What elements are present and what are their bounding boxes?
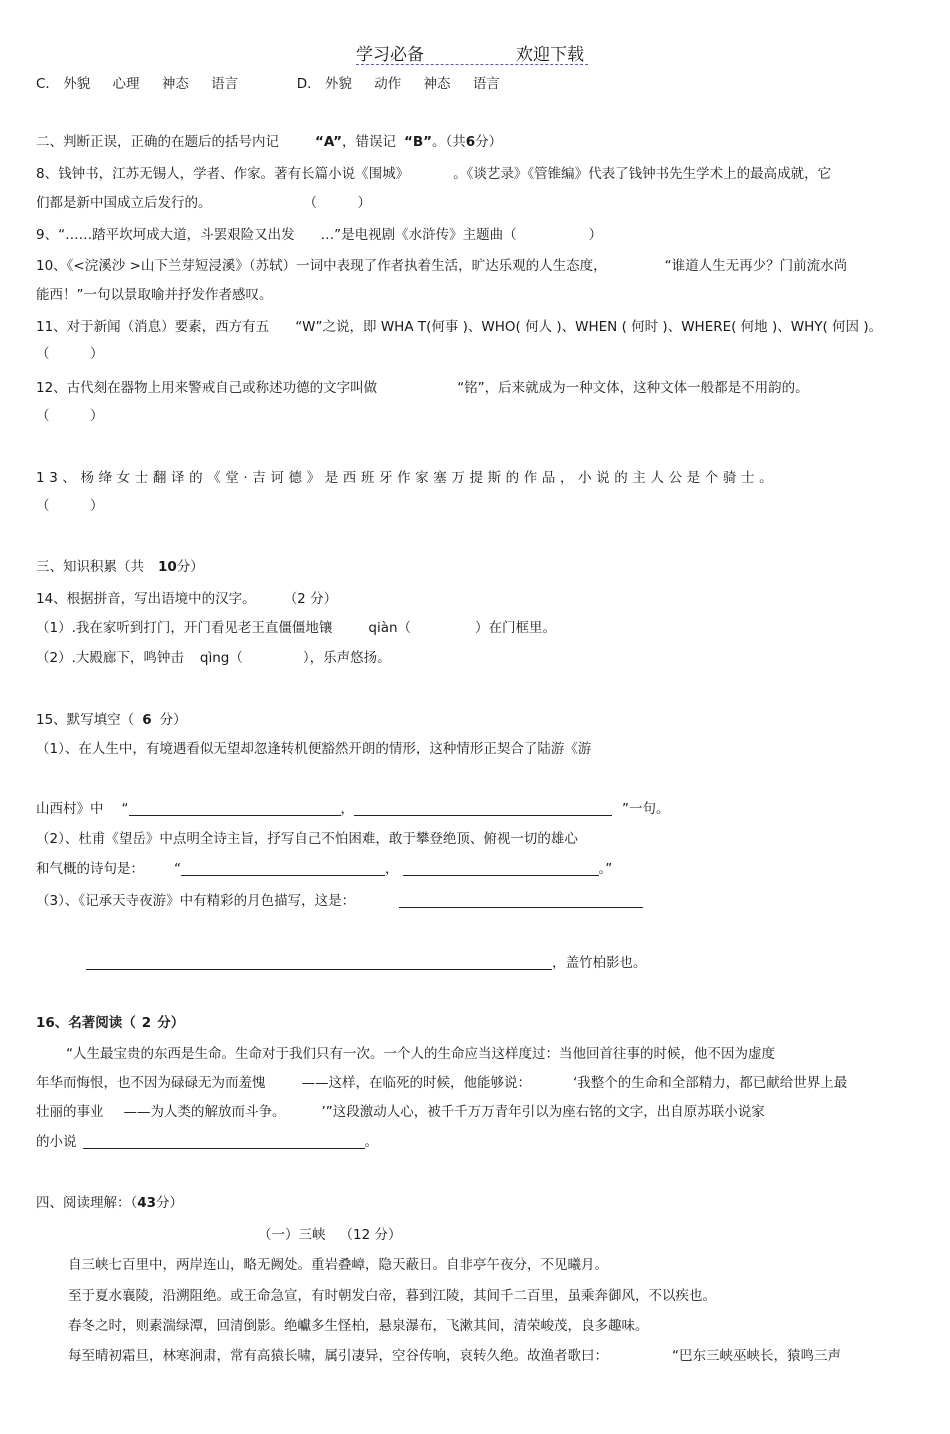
option-d-label: D．	[296, 76, 321, 92]
q14-title-text: 14、根据拼音，写出语境中的汉字。	[36, 591, 256, 607]
q16-passage-4b: 。	[364, 1134, 378, 1150]
q14-i2-post: ），乐声悠扬。	[302, 650, 391, 666]
question-16-line-1	[66, 1046, 775, 1062]
q15-i2-comma: ，	[385, 861, 399, 877]
section-2-title	[36, 134, 502, 150]
option-c-item: 语言	[211, 76, 239, 92]
option-c-item: 外貌	[63, 76, 91, 92]
option-d-item: 语言	[472, 76, 500, 92]
question-15-item-1	[36, 741, 591, 757]
q15-i1-text: （1）、在人生中，有境遇看似无望却忽逢转机便豁然开朗的情形，这种情形正契合了陆游《游	[36, 741, 592, 757]
section-3-unit: 分）	[176, 559, 204, 575]
question-10-line-2	[36, 287, 273, 303]
q11-answer-paren[interactable]: （ ）	[36, 346, 104, 362]
reading-1-p1: 自三峡七百里中，两岸连山，略无阙处。重岩叠嶂，隐天蔽日。自非亭午夜分，不见曦月。	[68, 1257, 608, 1273]
reading-1-paragraph-4	[68, 1348, 841, 1364]
option-c-item: 心理	[112, 76, 140, 92]
q15-i2-post: 。”	[598, 861, 613, 877]
question-14-item-2	[36, 650, 391, 666]
question-15-item-1-blanks	[36, 801, 670, 817]
q8-text-c: 们都是新中国成立后发行的。	[36, 195, 212, 211]
question-13-paren[interactable]	[36, 498, 104, 514]
q15-i3-text: （3）、《记承天寺夜游》中有精彩的月色描写，这是：	[36, 893, 356, 909]
q15-i1-blank-1[interactable]	[129, 801, 341, 816]
question-15-title	[36, 712, 187, 728]
q15-unit: 分）	[159, 712, 187, 728]
option-d-item: 动作	[374, 76, 402, 92]
q15-score: 6	[142, 712, 152, 728]
q16-passage-4a: 的小说	[36, 1134, 77, 1150]
q15-i3-blank-2[interactable]	[86, 955, 552, 970]
q16-passage-3a: 壮丽的事业	[36, 1104, 104, 1120]
reading-1-p2: 至于夏水襄陵，沿溯阻绝。或王命急宣，有时朝发白帝，暮到江陵，其间千二百里，虽乘奔御风，不以疾也。	[68, 1288, 716, 1304]
q12-text-b: “铭”，后来就成为一种文体，这种文体一般都是不用韵的。	[457, 380, 809, 396]
q16-passage-3b: ——为人类的解放而斗争。	[123, 1104, 286, 1120]
q15-i1-quote: “	[121, 801, 129, 817]
q15-i2-blank-1[interactable]	[181, 861, 385, 876]
reading-1-score: （12 分）	[339, 1227, 402, 1243]
q12-text-a: 12、古代刻在器物上用来警戒自己或称述功德的文字叫做	[36, 380, 378, 396]
question-12-paren[interactable]	[36, 408, 104, 424]
question-15-item-3	[36, 893, 643, 909]
q12-answer-paren[interactable]: （ ）	[36, 408, 104, 424]
q15-i1-post: ”一句。	[622, 801, 670, 817]
section-4-unit: 分）	[156, 1195, 184, 1211]
question-10-line-1	[36, 258, 847, 274]
section-2-unit: 分）	[475, 134, 503, 150]
question-16-line-4	[36, 1134, 378, 1150]
question-11-line-1	[36, 319, 882, 335]
question-12-line-1	[36, 380, 809, 396]
section-2-title-text: 二、判断正误，正确的在题后的括号内记	[36, 134, 279, 150]
q16-passage-3c: ’”这段激动人心，被千千万万青年引以为座右铭的文字，出自原苏联小说家	[321, 1104, 765, 1120]
q16-unit: 分）	[157, 1015, 185, 1031]
q9-text-a: 9、“……踏平坎坷成大道，斗罢艰险又出发	[36, 227, 295, 243]
q15-i1-blank-2[interactable]	[354, 801, 612, 816]
section-2-mid: ，错误记	[341, 134, 396, 150]
question-11-paren[interactable]	[36, 346, 104, 362]
header-left: 学习必备	[356, 45, 424, 65]
q15-i1-comma: ，	[340, 801, 354, 817]
section-2-score: 6	[465, 134, 476, 150]
q16-title-text: 16、名著阅读（	[36, 1015, 136, 1031]
q8-answer-paren[interactable]: （ ）	[303, 195, 371, 211]
q16-passage-2a: 年华而悔恨，也不因为碌碌无为而羞愧	[36, 1075, 266, 1091]
q16-passage-2b: ——这样，在临死的时候，他能够说：	[301, 1075, 531, 1091]
q15-title-text: 15、默写填空（	[36, 712, 135, 728]
q10-text-b: “谁道人生无再少？门前流水尚	[664, 258, 848, 274]
option-c-d-line	[36, 76, 500, 92]
reading-1-title	[258, 1227, 401, 1243]
mark-b: “B”	[403, 134, 433, 150]
q15-i2-pre: 和气概的诗句是：	[36, 861, 144, 877]
q16-answer-blank[interactable]	[83, 1134, 365, 1149]
section-3-title-text: 三、知识积累（共	[36, 559, 144, 575]
question-15-item-2	[36, 831, 578, 847]
header-right: 欢迎下载	[516, 45, 584, 65]
q13-text: 13、杨绛女士翻译的《堂·吉诃德》是西班牙作家塞万提斯的作品，小说的主人公是个骑士。	[36, 470, 778, 486]
section-4-title	[36, 1195, 183, 1211]
mark-a: “A”	[315, 134, 342, 150]
section-4-score: 43	[137, 1195, 157, 1211]
q15-i1-pre: 山西村》中	[36, 801, 104, 817]
q14-score: （2 分）	[283, 591, 338, 607]
q15-i2-quote: “	[174, 861, 181, 877]
reading-1-p3: 春冬之时，则素湍绿潭，回清倒影。绝巘多生怪柏，悬泉瀑布，飞漱其间，清荣峻茂，良多趣味。	[68, 1318, 649, 1334]
question-8-line-1	[36, 166, 831, 182]
q14-i2-text: （2）.大殿廊下，鸣钟击	[36, 650, 184, 666]
option-c-label: C．	[36, 76, 59, 92]
section-4-title-text: 四、阅读理解：（	[36, 1195, 138, 1211]
q11-text-b: “W”之说，即 WHA T(何事 )、WHO( 何人 )、WHEN ( 何时 )、WHERE( 何地 )、WHY( 何因 )。	[295, 319, 883, 335]
reading-1-paragraph-1	[68, 1257, 608, 1273]
question-14-item-1	[36, 620, 556, 636]
question-16-line-3	[36, 1104, 765, 1120]
q8-text-b: 。《谈艺录》《管锥编》代表了钱钟书先生学术上的最高成就，它	[453, 166, 832, 182]
option-c-item: 神态	[161, 76, 189, 92]
q14-i2-pinyin: qìng（	[199, 650, 243, 666]
q16-passage-1: “人生最宝贵的东西是生命。生命对于我们只有一次。一个人的生命应当这样度过：当他回首往事的时候，他不因为虚度	[66, 1046, 775, 1062]
question-15-item-3-blank-line	[86, 955, 647, 971]
reading-1-p4b: “巴东三峡巫峡长，猿鸣三声	[672, 1348, 841, 1364]
reading-1-paragraph-3	[68, 1318, 649, 1334]
question-14-title	[36, 591, 337, 607]
q9-text-b: …”是电视剧《水浒传》主题曲（	[320, 227, 517, 243]
question-8-line-2	[36, 195, 371, 211]
section-2-post: 。（共	[432, 134, 466, 150]
q15-i3-blank-1[interactable]	[399, 893, 643, 908]
q16-passage-2c: ‘我整个的生命和全部精力，都已献给世界上最	[573, 1075, 848, 1091]
question-13-line-1	[36, 470, 777, 486]
q14-i1-text: （1）.我在家听到打门，开门看见老王直僵僵地镶	[36, 620, 333, 636]
q11-text-a: 11、对于新闻（消息）要素，西方有五	[36, 319, 270, 335]
option-d-item: 外貌	[324, 76, 352, 92]
q15-i3-post: ，盖竹柏影也。	[552, 955, 647, 971]
option-d-item: 神态	[423, 76, 451, 92]
q15-i2-text: （2）、杜甫《望岳》中点明全诗主旨，抒写自己不怕困难，敢于攀登绝顶、俯视一切的雄心	[36, 831, 578, 847]
section-3-title	[36, 559, 204, 575]
question-9	[36, 227, 602, 243]
question-15-item-2-blanks	[36, 861, 612, 877]
q10-text-a: 10、《<浣溪沙 >山下兰芽短浸溪》（苏轼）一词中表现了作者执着生活，旷达乐观的人生态度，	[36, 258, 607, 274]
q15-i2-blank-2[interactable]	[403, 861, 599, 876]
question-16-line-2	[36, 1075, 847, 1091]
question-16-title	[36, 1015, 184, 1031]
q14-i1-pinyin: qiàn（	[368, 620, 412, 636]
q9-paren-close: ）	[588, 227, 603, 243]
q13-answer-paren[interactable]: （ ）	[36, 498, 104, 514]
q10-text-c: 能西！”一句以景取喻并抒发作者感叹。	[36, 287, 273, 303]
reading-1-p4a: 每至晴初霜旦，林寒涧肃，常有高猿长啸，属引凄异，空谷传响，哀转久绝。故渔者歌曰：	[68, 1348, 608, 1364]
q14-i1-post: ）在门框里。	[475, 620, 557, 636]
q8-text-a: 8、钱钟书，江苏无锡人，学者、作家。著有长篇小说《围城》	[36, 166, 410, 182]
section-3-score: 10	[158, 559, 177, 575]
page-header	[356, 40, 588, 65]
reading-1-paragraph-2	[68, 1288, 716, 1304]
q16-score: 2	[141, 1015, 152, 1031]
reading-1-title-text: （一）三峡	[258, 1227, 326, 1243]
